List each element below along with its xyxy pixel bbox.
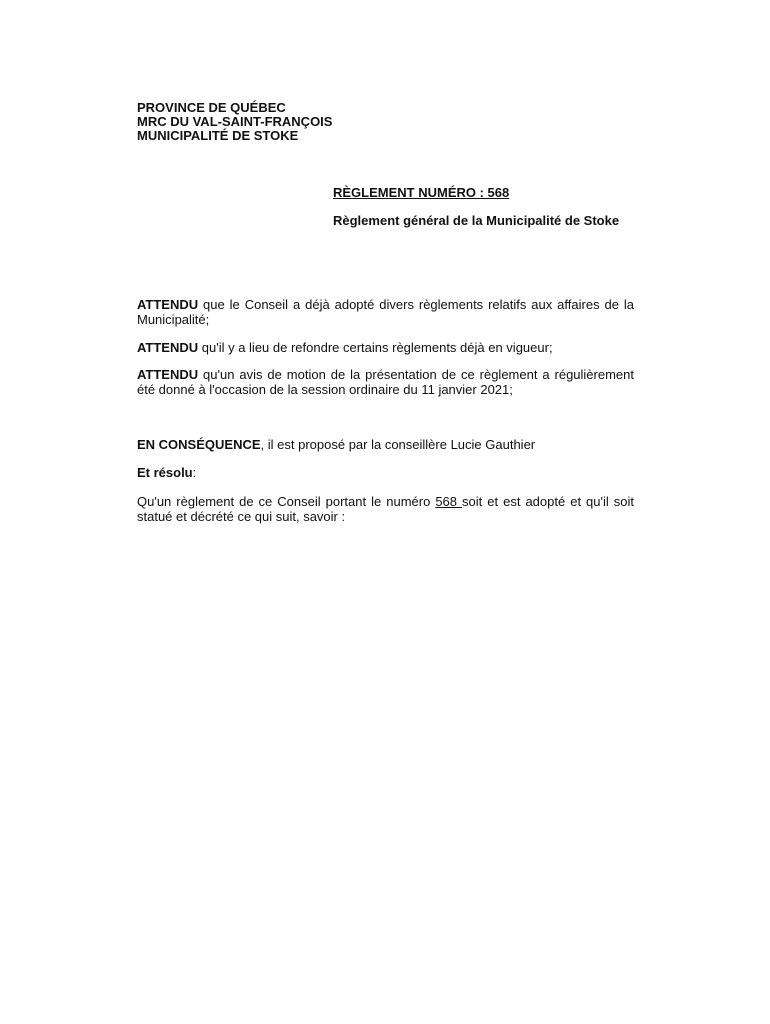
- consequence-paragraph: [137, 437, 634, 452]
- adoption-number: 568: [435, 494, 463, 509]
- adoption-paragraph: [137, 494, 634, 524]
- attendu-text: qu'un avis de motion de la présentation de ce règlement a régulièrement été donné à l'occasion de la session ordinaire du 11 janvier 2021;: [137, 367, 634, 397]
- attendu-lead: ATTENDU: [137, 367, 199, 382]
- reglement-title: Règlement général de la Municipalité de Stoke: [333, 213, 620, 228]
- attendu-paragraph-2: [137, 340, 634, 355]
- attendu-paragraph-3: [137, 367, 634, 397]
- mrc-line: MRC DU VAL-SAINT-FRANÇOIS: [137, 114, 333, 129]
- consequence-lead: EN CONSÉQUENCE: [137, 437, 261, 452]
- attendu-text: qu'il y a lieu de refondre certains règlements déjà en vigueur;: [198, 340, 553, 355]
- attendu-lead: ATTENDU: [137, 297, 199, 312]
- reglement-block: [333, 185, 634, 228]
- attendu-lead: ATTENDU: [137, 340, 199, 355]
- resolu-lead: Et résolu: [137, 465, 193, 480]
- province-line: PROVINCE DE QUÉBEC: [137, 100, 286, 115]
- adoption-text-before: Qu'un règlement de ce Conseil portant le numéro: [137, 494, 436, 509]
- municipality-line: MUNICIPALITÉ DE STOKE: [137, 128, 299, 143]
- resolu-text: :: [192, 465, 197, 480]
- reglement-number-heading: RÈGLEMENT NUMÉRO : 568: [333, 185, 510, 200]
- document-header: [137, 101, 332, 143]
- attendu-text: que le Conseil a déjà adopté divers règlements relatifs aux affaires de la Municipalité;: [137, 297, 634, 327]
- consequence-text: , il est proposé par la conseillère Lucie Gauthier: [260, 437, 536, 452]
- adoption-text-after: soit et est adopté et qu'il soit statué et décrété ce qui suit, savoir :: [137, 494, 635, 524]
- resolu-paragraph: [137, 465, 634, 480]
- attendu-paragraph-1: [137, 297, 634, 327]
